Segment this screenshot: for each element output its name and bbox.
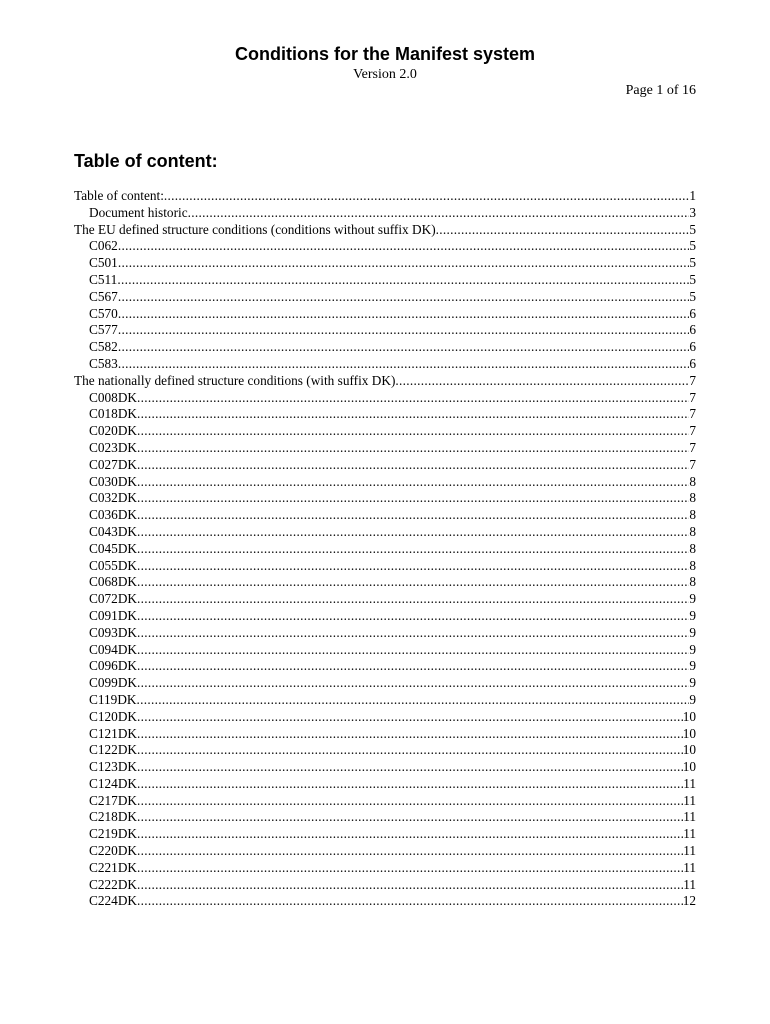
toc-entry-label: C043DK <box>89 523 138 539</box>
toc-entry[interactable] <box>74 742 696 759</box>
toc-entry[interactable] <box>74 390 696 407</box>
toc-entry[interactable] <box>74 322 696 339</box>
toc-entry[interactable] <box>74 238 696 255</box>
toc-entry-page: 3 <box>689 204 696 220</box>
toc-entry-page: 7 <box>689 372 696 388</box>
toc-dot-leader <box>137 675 689 692</box>
toc-entry[interactable] <box>74 625 696 642</box>
toc-entry-label: C020DK <box>89 423 138 439</box>
toc-entry-page: 7 <box>689 406 696 422</box>
toc-entry-label: C218DK <box>89 809 138 825</box>
toc-entry[interactable] <box>74 709 696 726</box>
toc-entry-label: C577 <box>89 322 118 338</box>
toc-dot-leader <box>137 809 683 826</box>
toc-entry[interactable] <box>74 541 696 558</box>
toc-entry-page: 10 <box>682 759 696 775</box>
toc-dot-leader <box>118 356 690 373</box>
toc-entry-page: 9 <box>689 658 696 674</box>
toc-entry[interactable] <box>74 759 696 776</box>
toc-entry-label: The nationally defined structure conditions (with suffix DK) <box>74 372 396 388</box>
toc-entry-page: 1 <box>689 188 696 203</box>
toc-entry-page: 11 <box>683 876 696 892</box>
toc-entry-page: 9 <box>689 591 696 607</box>
toc-entry[interactable] <box>74 675 696 692</box>
toc-dot-leader <box>436 222 690 239</box>
toc-entry-page: 8 <box>689 557 696 573</box>
toc-entry-page: 11 <box>683 809 696 825</box>
toc-entry[interactable] <box>74 608 696 625</box>
toc-entry-page: 11 <box>683 792 696 808</box>
toc-entry-label: C018DK <box>89 406 138 422</box>
toc-dot-leader <box>137 843 683 860</box>
toc-entry-label: C062 <box>89 238 118 254</box>
toc-dot-leader <box>137 776 683 793</box>
toc-entry[interactable] <box>74 826 696 843</box>
toc-dot-leader <box>137 893 683 910</box>
toc-entry[interactable] <box>74 860 696 877</box>
toc-dot-leader <box>137 742 683 759</box>
toc-entry-page: 7 <box>689 456 696 472</box>
toc-entry[interactable] <box>74 893 696 910</box>
toc-entry-page: 10 <box>682 725 696 741</box>
toc-dot-leader <box>137 608 689 625</box>
toc-entry-label: C096DK <box>89 658 138 674</box>
toc-entry[interactable] <box>74 809 696 826</box>
toc-entry-label: C030DK <box>89 473 138 489</box>
toc-entry-label: C583 <box>89 355 118 371</box>
toc-entry[interactable] <box>74 692 696 709</box>
toc-entry-page: 6 <box>689 322 696 338</box>
toc-entry[interactable] <box>74 188 696 205</box>
toc-entry-page: 5 <box>689 255 696 271</box>
toc-entry-page: 7 <box>689 423 696 439</box>
toc-dot-leader <box>137 406 689 423</box>
toc-entry-page: 9 <box>689 691 696 707</box>
toc-dot-leader <box>137 390 689 407</box>
toc-entry[interactable] <box>74 289 696 306</box>
toc-dot-leader <box>117 272 689 289</box>
toc-dot-leader <box>137 507 689 524</box>
toc-entry[interactable] <box>74 558 696 575</box>
document-title: Conditions for the Manifest system <box>234 44 536 64</box>
toc-entry-label: C217DK <box>89 792 138 808</box>
toc-dot-leader <box>118 238 690 255</box>
toc-dot-leader <box>137 558 689 575</box>
toc-entry-label: C124DK <box>89 775 138 791</box>
toc-entry[interactable] <box>74 474 696 491</box>
toc-entry[interactable] <box>74 524 696 541</box>
toc-entry-page: 10 <box>682 742 696 758</box>
toc-entry[interactable] <box>74 658 696 675</box>
toc-dot-leader <box>137 423 689 440</box>
toc-dot-leader <box>137 826 683 843</box>
toc-entry[interactable] <box>74 205 696 222</box>
toc-dot-leader <box>137 877 683 894</box>
toc-entry-label: C036DK <box>89 507 138 523</box>
toc-entry[interactable] <box>74 222 696 239</box>
toc-dot-leader <box>137 591 689 608</box>
toc-dot-leader <box>137 541 689 558</box>
toc-dot-leader <box>137 524 689 541</box>
toc-entry-page: 8 <box>689 540 696 556</box>
toc-entry-page: 8 <box>689 523 696 539</box>
toc-entry[interactable] <box>74 793 696 810</box>
toc-dot-leader <box>118 322 690 339</box>
toc-dot-leader <box>137 759 683 776</box>
toc-entry[interactable] <box>74 507 696 524</box>
toc-dot-leader <box>118 255 690 272</box>
toc-dot-leader <box>395 373 689 390</box>
toc-entry-label: C094DK <box>89 641 138 657</box>
toc-entry-page: 8 <box>689 490 696 506</box>
toc-entry[interactable] <box>74 356 696 373</box>
toc-entry-label: C099DK <box>89 675 138 691</box>
toc-entry-page: 11 <box>683 859 696 875</box>
table-of-contents <box>74 188 696 910</box>
toc-dot-leader <box>137 726 683 743</box>
toc-entry-label: C072DK <box>89 591 138 607</box>
toc-entry-label: C222DK <box>89 876 138 892</box>
toc-entry-page: 11 <box>683 775 696 791</box>
toc-entry[interactable] <box>74 490 696 507</box>
toc-entry-label: Document historic <box>89 204 188 220</box>
toc-entry-label: C068DK <box>89 574 138 590</box>
toc-dot-leader <box>137 625 689 642</box>
toc-entry-label: C032DK <box>89 490 138 506</box>
toc-entry-page: 9 <box>689 675 696 691</box>
toc-entry[interactable] <box>74 306 696 323</box>
toc-entry-label: C045DK <box>89 540 138 556</box>
toc-dot-leader <box>137 860 683 877</box>
toc-entry-label: C220DK <box>89 843 138 859</box>
toc-entry-page: 7 <box>689 439 696 455</box>
toc-entry-label: C008DK <box>89 389 138 405</box>
toc-heading: Table of content: <box>74 151 218 171</box>
toc-dot-leader <box>118 339 690 356</box>
toc-entry-page: 5 <box>689 288 696 304</box>
toc-entry[interactable] <box>74 272 696 289</box>
toc-entry-label: C123DK <box>89 759 138 775</box>
toc-entry-label: C511 <box>89 271 118 287</box>
toc-entry[interactable] <box>74 423 696 440</box>
toc-entry[interactable] <box>74 726 696 743</box>
toc-entry-page: 9 <box>689 624 696 640</box>
toc-entry-label: C221DK <box>89 859 138 875</box>
toc-entry-page: 5 <box>689 221 696 237</box>
toc-dot-leader <box>137 440 689 457</box>
toc-entry[interactable] <box>74 591 696 608</box>
toc-entry-page: 6 <box>689 305 696 321</box>
toc-entry-page: 9 <box>689 607 696 623</box>
toc-entry-label: C027DK <box>89 456 138 472</box>
toc-entry-page: 10 <box>682 708 696 724</box>
toc-entry[interactable] <box>74 574 696 591</box>
toc-entry-page: 8 <box>689 574 696 590</box>
toc-entry-label: C093DK <box>89 624 138 640</box>
toc-entry-page: 8 <box>689 473 696 489</box>
toc-entry-label: C121DK <box>89 725 138 741</box>
toc-dot-leader <box>118 289 690 306</box>
toc-entry-page: 5 <box>689 238 696 254</box>
toc-dot-leader <box>137 490 689 507</box>
toc-entry-page: 5 <box>689 271 696 287</box>
toc-entry-page: 9 <box>689 641 696 657</box>
toc-dot-leader <box>137 793 683 810</box>
toc-dot-leader <box>188 205 690 222</box>
toc-entry[interactable] <box>74 339 696 356</box>
toc-entry[interactable] <box>74 642 696 659</box>
toc-dot-leader <box>137 658 689 675</box>
toc-entry[interactable] <box>74 776 696 793</box>
toc-entry[interactable] <box>74 843 696 860</box>
toc-dot-leader <box>137 474 689 491</box>
toc-dot-leader <box>118 306 690 323</box>
toc-entry-page: 11 <box>683 826 696 842</box>
toc-entry[interactable] <box>74 406 696 423</box>
toc-entry[interactable] <box>74 877 696 894</box>
toc-entry-page: 6 <box>689 355 696 371</box>
toc-dot-leader <box>137 709 683 726</box>
toc-entry-label: C224DK <box>89 893 138 909</box>
toc-entry-label: The EU defined structure conditions (conditions without suffix DK) <box>74 221 436 237</box>
document-version: Version 2.0 <box>353 67 417 82</box>
toc-dot-leader <box>164 188 689 205</box>
toc-dot-leader <box>137 457 689 474</box>
toc-entry-label: C122DK <box>89 742 138 758</box>
page-number: Page 1 of 16 <box>625 83 696 98</box>
toc-entry-page: 8 <box>689 507 696 523</box>
toc-entry-label: C219DK <box>89 826 138 842</box>
toc-entry-label: C567 <box>89 288 118 304</box>
toc-entry-page: 7 <box>689 389 696 405</box>
toc-entry-label: Table of content: <box>74 188 164 203</box>
toc-entry[interactable] <box>74 457 696 474</box>
toc-entry[interactable] <box>74 255 696 272</box>
toc-entry-label: C501 <box>89 255 118 271</box>
toc-entry[interactable] <box>74 373 696 390</box>
toc-entry-page: 6 <box>689 339 696 355</box>
toc-entry-label: C570 <box>89 305 118 321</box>
toc-entry-label: C091DK <box>89 607 138 623</box>
toc-entry-label: C120DK <box>89 708 138 724</box>
toc-dot-leader <box>137 642 689 659</box>
toc-entry-label: C055DK <box>89 557 138 573</box>
toc-entry-page: 11 <box>683 843 696 859</box>
toc-dot-leader <box>137 692 690 709</box>
toc-dot-leader <box>137 574 689 591</box>
toc-entry-page: 12 <box>682 893 696 909</box>
toc-entry-label: C582 <box>89 339 118 355</box>
toc-entry-label: C023DK <box>89 439 138 455</box>
toc-entry[interactable] <box>74 440 696 457</box>
toc-entry-label: C119DK <box>89 691 137 707</box>
